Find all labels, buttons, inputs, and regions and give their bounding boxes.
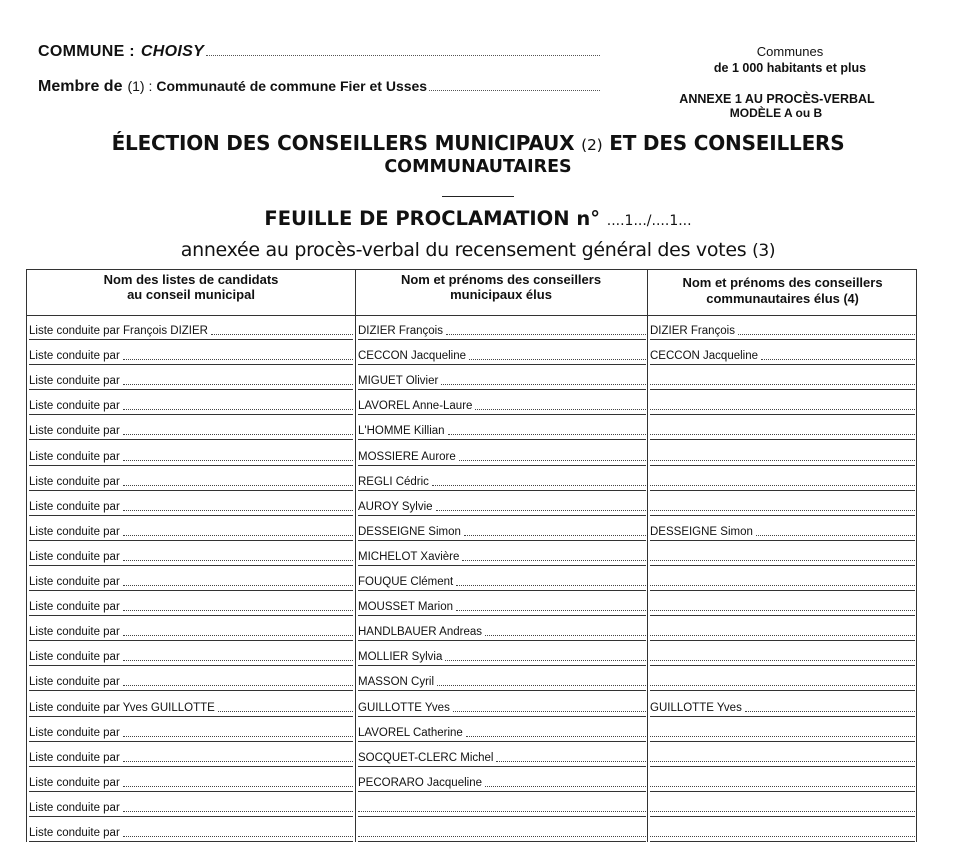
municipal-councillor-cell [358,720,646,742]
list-name-cell [29,494,353,516]
table-row [27,516,916,541]
title-part-b: ET DES CONSEILLERS [609,131,845,155]
list-name-cell [29,569,353,591]
table-row [27,616,916,641]
dotted-leader [123,684,353,686]
annexe-line2: MODÈLE A ou B [729,106,823,120]
dotted-leader [123,358,353,360]
dotted-leader [123,408,353,410]
dotted-leader [123,509,353,511]
community-councillor-cell [650,619,915,641]
dotted-leader [496,760,646,762]
list-name-cell-text: Liste conduite par Yves GUILLOTTE [29,701,215,714]
communes-line2: de 1 000 habitants et plus [713,61,867,75]
header-lists-line2: au conseil municipal [127,287,255,302]
list-name-cell [29,393,353,415]
dotted-leader [358,810,646,812]
list-name-cell [29,343,353,365]
feuille-label: FEUILLE DE PROCLAMATION n° [264,207,600,230]
municipal-councillor-cell-text: MICHELOT Xavière [358,550,460,563]
table-body [27,315,916,842]
municipal-councillor-cell-text: DESSEIGNE Simon [358,525,461,538]
municipal-councillor-cell-text: HANDLBAUER Andreas [358,626,482,639]
municipal-councillor-cell [358,795,646,817]
municipal-councillor-cell-text: REGLI Cédric [358,475,429,488]
dotted-leader [123,534,353,536]
list-name-cell-text: Liste conduite par [29,726,120,739]
community-councillor-cell [650,418,915,440]
dotted-leader [650,559,915,561]
list-name-cell-text: Liste conduite par [29,400,120,413]
membre-value: Communauté de commune Fier et Usses [156,78,428,94]
list-name-cell-text: Liste conduite par [29,751,120,764]
membre-line [38,78,600,96]
community-councillor-cell [650,343,915,365]
list-name-cell [29,544,353,566]
list-name-cell [29,469,353,491]
dotted-leader [437,684,646,686]
dotted-leader [650,383,915,385]
dotted-leader [123,433,353,435]
dotted-leader [650,634,915,636]
dotted-leader [650,433,915,435]
membre-ref: (1) : [127,78,153,94]
annexe-subtitle [0,239,956,261]
dotted-leader [123,383,353,385]
title-ref-2: (2) [581,136,603,154]
list-name-cell [29,795,353,817]
community-councillor-cell-text: DESSEIGNE Simon [650,525,753,538]
annexe-text: annexée au procès-verbal du recensement général des votes [180,239,747,261]
table-row [27,792,916,817]
municipal-councillor-cell [358,770,646,792]
dotted-leader [123,785,353,787]
dotted-leader [650,459,915,461]
list-name-cell-text: Liste conduite par [29,576,120,589]
municipal-councillor-cell [358,820,646,842]
community-councillor-cell [650,745,915,767]
table-row [27,365,916,390]
header-municipal [355,272,647,302]
dotted-leader [485,785,646,787]
municipal-councillor-cell-text: DIZIER François [358,325,443,338]
dotted-leader [756,534,915,536]
list-name-cell-text: Liste conduite par [29,500,120,513]
commune-dotted-fill [206,43,600,56]
dotted-leader [123,835,353,837]
dotted-leader [650,509,915,511]
dotted-leader [650,760,915,762]
dotted-leader [469,358,646,360]
municipal-councillor-cell-text: SOCQUET-CLERC Michel [358,751,494,764]
municipal-councillor-cell [358,469,646,491]
municipal-councillor-cell [358,619,646,641]
commune-value: CHOISY [140,43,205,60]
municipal-councillor-cell [358,669,646,691]
header-communautaire-line2 [647,291,918,307]
community-councillor-cell [650,669,915,691]
header-municipal-line1: Nom et prénoms des conseillers [400,272,602,287]
dotted-leader [485,634,646,636]
municipal-councillor-cell [358,368,646,390]
community-councillor-cell-text: GUILLOTTE Yves [650,701,742,714]
dotted-leader [761,358,915,360]
dotted-leader [123,609,353,611]
header-municipal-line2: municipaux élus [450,287,552,302]
dotted-leader [738,333,915,335]
dotted-leader [123,810,353,812]
community-councillor-cell [650,393,915,415]
dotted-leader [123,459,353,461]
list-name-cell-text: Liste conduite par [29,776,120,789]
table-row [27,541,916,566]
list-name-cell-text: Liste conduite par [29,626,120,639]
annexe-line1: ANNEXE 1 AU PROCÈS-VERBAL [679,92,875,106]
municipal-councillor-cell-text: FOUQUE Clément [358,576,454,589]
municipal-councillor-cell-text: AUROY Sylvie [358,500,433,513]
list-name-cell-text: Liste conduite par [29,651,120,664]
membre-dotted-fill [429,78,600,91]
community-councillor-cell [650,569,915,591]
table-row [27,591,916,616]
municipal-councillor-cell [358,318,646,340]
list-name-cell [29,820,353,842]
municipal-councillor-cell-text: MASSON Cyril [358,676,435,689]
community-councillor-cell [650,695,915,717]
list-name-cell [29,418,353,440]
list-name-cell [29,644,353,666]
community-councillor-cell [650,720,915,742]
feuille-number: ....1.../....1... [606,213,692,229]
list-name-cell [29,770,353,792]
community-councillor-cell [650,519,915,541]
municipal-councillor-cell [358,594,646,616]
dotted-leader [745,710,915,712]
table-row [27,440,916,465]
title-part-a: ÉLECTION DES CONSEILLERS MUNICIPAUX [111,131,575,155]
table-row [27,466,916,491]
header-communautaire [647,275,918,307]
membre-prefix: Membre de [38,78,123,95]
list-name-cell-text: Liste conduite par [29,425,120,438]
list-name-cell [29,318,353,340]
table-row [27,641,916,666]
dotted-leader [358,835,646,837]
dotted-leader [650,835,915,837]
communes-line1: Communes [756,44,824,59]
dotted-leader [211,333,353,335]
list-name-cell-text: Liste conduite par [29,525,120,538]
table-row [27,666,916,691]
municipal-councillor-cell [358,569,646,591]
table-row [27,415,916,440]
list-name-cell [29,519,353,541]
dotted-leader [650,785,915,787]
community-councillor-cell [650,544,915,566]
title-divider [442,196,514,197]
dotted-leader [650,684,915,686]
dotted-leader [466,735,646,737]
dotted-leader [441,383,646,385]
dotted-leader [218,710,353,712]
dotted-leader [123,584,353,586]
dotted-leader [462,559,646,561]
dotted-leader [123,760,353,762]
municipal-councillor-cell [358,544,646,566]
list-name-cell [29,594,353,616]
municipal-councillor-cell [358,745,646,767]
municipal-councillor-cell [358,644,646,666]
list-name-cell-text: Liste conduite par [29,826,120,839]
header-communautaire-ref: (4) [843,292,859,306]
election-title-line2: COMMUNAUTAIRES [384,157,572,177]
dotted-leader [650,584,915,586]
municipal-councillor-cell-text: MOLLIER Sylvia [358,651,443,664]
table-row [27,491,916,516]
list-name-cell [29,695,353,717]
municipal-councillor-cell-text: MIGUET Olivier [358,375,439,388]
community-councillor-cell [650,318,915,340]
municipal-councillor-cell-text: LAVOREL Catherine [358,726,463,739]
dotted-leader [448,433,646,435]
dotted-leader [123,659,353,661]
dotted-leader [475,408,646,410]
municipal-councillor-cell [358,519,646,541]
dotted-leader [650,735,915,737]
dotted-leader [453,710,646,712]
table-row [27,390,916,415]
municipal-councillor-cell-text: PECORARO Jacqueline [358,776,482,789]
commune-label: COMMUNE : [38,43,135,60]
annexe-ref-3: (3) [752,241,776,261]
table-row [27,566,916,591]
dotted-leader [123,559,353,561]
commune-line [38,43,600,61]
header-communautaire-line1: Nom et prénoms des conseillers [682,275,883,290]
list-name-cell [29,669,353,691]
dotted-leader [464,534,646,536]
list-name-cell-text: Liste conduite par [29,801,120,814]
table-row [27,817,916,842]
municipal-councillor-cell [358,494,646,516]
community-councillor-cell [650,594,915,616]
dotted-leader [650,810,915,812]
header-lists [27,272,355,302]
list-name-cell-text: Liste conduite par [29,475,120,488]
community-councillor-cell [650,820,915,842]
list-name-cell [29,444,353,466]
dotted-leader [650,484,915,486]
dotted-leader [650,659,915,661]
municipal-councillor-cell [358,418,646,440]
header-communautaire-text: communautaires élus [706,291,840,306]
list-name-cell-text: Liste conduite par [29,375,120,388]
list-name-cell [29,619,353,641]
community-councillor-cell [650,644,915,666]
table-row [27,717,916,742]
municipal-councillor-cell-text: LAVOREL Anne-Laure [358,400,473,413]
dotted-leader [436,509,646,511]
list-name-cell [29,720,353,742]
municipal-councillor-cell-text: GUILLOTTE Yves [358,701,450,714]
community-councillor-cell [650,494,915,516]
dotted-leader [123,634,353,636]
dotted-leader [650,609,915,611]
dotted-leader [459,459,646,461]
table-row [27,340,916,365]
dotted-leader [432,484,646,486]
dotted-leader [456,609,646,611]
municipal-councillor-cell-text: L'HOMME Killian [358,425,445,438]
feuille-title [0,207,956,230]
table-row [27,767,916,792]
community-councillor-cell [650,368,915,390]
table-header [27,270,916,316]
community-councillor-cell [650,469,915,491]
dotted-leader [445,659,646,661]
list-name-cell-text: Liste conduite par [29,350,120,363]
municipal-councillor-cell [358,393,646,415]
list-name-cell [29,368,353,390]
community-councillor-cell-text: CECCON Jacqueline [650,350,759,363]
municipal-councillor-cell [358,343,646,365]
municipal-councillor-cell [358,695,646,717]
list-name-cell [29,745,353,767]
municipal-councillor-cell-text: MOUSSET Marion [358,601,454,614]
list-name-cell-text: Liste conduite par [29,450,120,463]
election-title-line1 [0,131,956,155]
community-councillor-cell [650,770,915,792]
community-councillor-cell [650,795,915,817]
municipal-councillor-cell-text: CECCON Jacqueline [358,350,467,363]
proclamation-table [26,269,917,842]
header-lists-line1: Nom des listes de candidats [103,272,279,287]
table-row [27,742,916,767]
community-councillor-cell [650,444,915,466]
municipal-councillor-cell-text: MOSSIERE Aurore [358,450,456,463]
list-name-cell-text: Liste conduite par [29,676,120,689]
community-councillor-cell-text: DIZIER François [650,325,735,338]
dotted-leader [650,408,915,410]
list-name-cell-text: Liste conduite par François DIZIER [29,325,208,338]
table-row [27,691,916,716]
dotted-leader [446,333,646,335]
list-name-cell-text: Liste conduite par [29,550,120,563]
list-name-cell-text: Liste conduite par [29,601,120,614]
dotted-leader [123,735,353,737]
municipal-councillor-cell [358,444,646,466]
dotted-leader [456,584,646,586]
table-row [27,315,916,340]
dotted-leader [123,484,353,486]
